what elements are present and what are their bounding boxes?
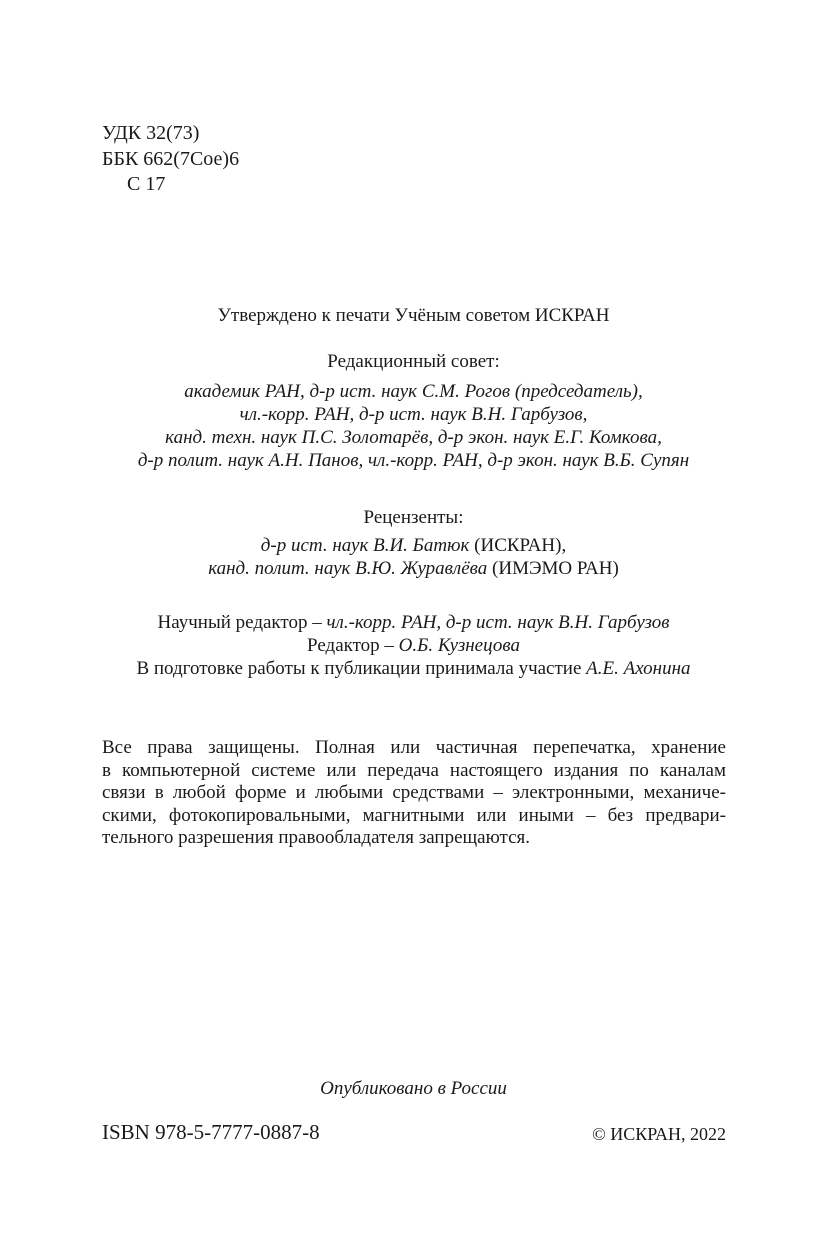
editorial-board-member: академик РАН, д-р ист. наук С.М. Рогов (председатель), (184, 381, 643, 402)
published-note: Опубликовано в России (320, 1078, 507, 1099)
reviewer-name: д-р ист. наук В.И. Батюк (260, 535, 470, 556)
preparation-name: А.Е. Ахонина (586, 658, 691, 679)
editorial-board-member: чл.-корр. РАН, д-р ист. наук В.Н. Гарбузов, (239, 404, 588, 425)
editor-line (0, 635, 827, 657)
science-editor-label: Научный редактор – (157, 612, 327, 633)
rights-line: Все права защищены. Полная или частичная перепечатка, хранение (102, 737, 726, 758)
reviewer-org: (ИМЭМО РАН) (487, 558, 619, 579)
rights-line: скими, фотокопировальными, магнитными или иными – без предвари- (102, 804, 726, 826)
reviewer-org: (ИСКРАН), (469, 535, 567, 556)
reviewer-line (0, 558, 827, 580)
preparation-label: В подготовке работы к публикации принимала участие (136, 658, 587, 679)
isbn: ISBN 978-5-7777-0887-8 (102, 1120, 320, 1144)
editorial-board-member: канд. техн. наук П.С. Золотарёв, д-р экон. наук Е.Г. Комкова, (165, 427, 662, 448)
udk-code: УДК 32(73) (102, 122, 200, 144)
science-editor-line (0, 612, 827, 634)
rights-line: связи в любой форме и любыми средствами – электронными, механиче- (102, 782, 726, 804)
rights-line: в компьютерной системе или передача настоящего издания по каналам (102, 759, 726, 781)
reviewer-name: канд. полит. наук В.Ю. Журавлёва (208, 558, 488, 579)
rights-notice (102, 737, 726, 850)
reviewer-line (0, 535, 827, 557)
editorial-board-heading: Редакционный совет: (327, 351, 500, 372)
approval-line: Утверждено к печати Учёным советом ИСКРАН (217, 305, 610, 326)
editor-name: О.Б. Кузнецова (398, 635, 520, 656)
editorial-board-member: д-р полит. наук А.Н. Панов, чл.-корр. РАН, д-р экон. наук В.Б. Супян (137, 450, 690, 471)
preparation-line (0, 658, 827, 680)
science-editor-name: чл.-корр. РАН, д-р ист. наук В.Н. Гарбузов (326, 612, 670, 633)
author-sign: С 17 (127, 173, 166, 195)
bbk-code: ББК 662(7Сое)6 (102, 148, 240, 170)
editor-label: Редактор – (307, 635, 399, 656)
rights-line: тельного разрешения правообладателя запрещаются. (102, 827, 531, 849)
copyright: © ИСКРАН, 2022 (592, 1124, 726, 1144)
reviewers-heading: Рецензенты: (363, 507, 464, 528)
